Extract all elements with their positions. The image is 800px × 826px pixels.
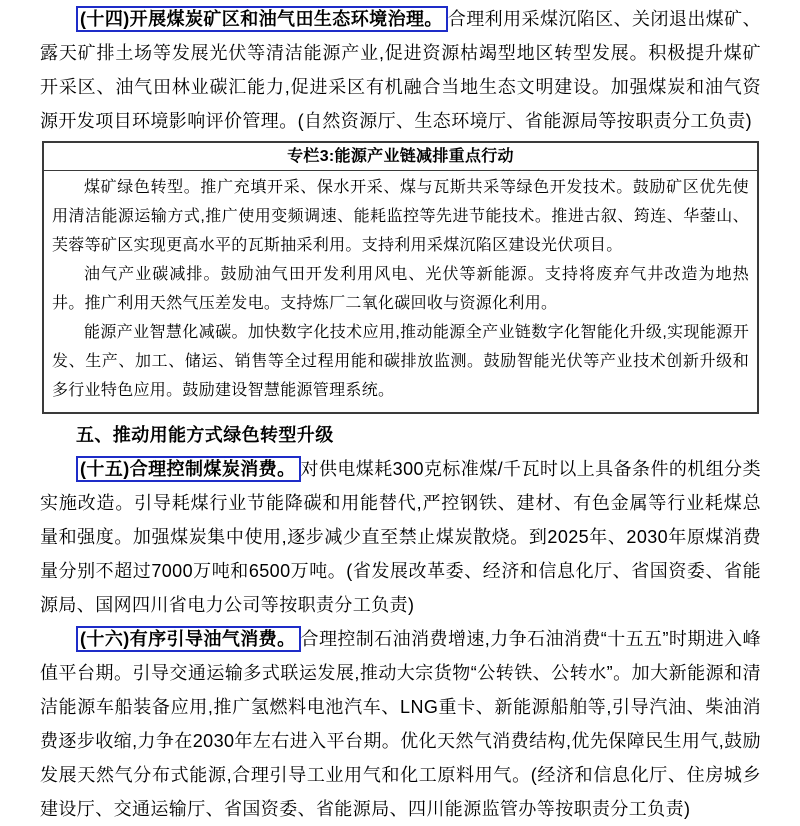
column-box-body [44,171,757,412]
paragraph-15 [40,452,761,622]
section-heading-5: 五、推动用能方式绿色转型升级 [76,425,334,445]
paragraph-16-text: 合理控制石油消费增速,力争石油消费“十五五”时期进入峰值平台期。引导交通运输多式联运发展,推动大宗货物“公转铁、公转水”。加大新能源和清洁能源车船装备应用,推广氢燃料电池汽车、LNG重卡、新能源船舶等,引导汽油、柴油消费逐步收缩,力争在2030年左右进入平台期。优化天然气消费结构,优先保障民生用气,鼓励发展天然气分布式能源,合理引导工业用气和化工原料用气。(经济和信息化厅、住房城乡建设厅、交通运输厅、省国资委、省能源局、四川能源监管办等按职责分工负责) [40,629,761,819]
paragraph-14 [40,2,761,138]
paragraph-15-text: 对供电煤耗300克标准煤/千瓦时以上具备条件的机组分类实施改造。引导耗煤行业节能降碳和用能替代,严控钢铁、建材、有色金属等行业耗煤总量和强度。加强煤炭集中使用,逐步减少直至禁止煤炭散烧。到2025年、2030年原煤消费量分别不超过7000万吨和6500万吨。(省发展改革委、经济和信息化厅、省国资委、省能源局、国网四川省电力公司等按职责分工负责) [40,459,761,615]
paragraph-16 [40,622,761,826]
column-paragraph-oilgas: 油气产业碳减排。鼓励油气田开发利用风电、光伏等新能源。支持将废弃气井改造为地热井。推广利用天然气压差发电。支持炼厂二氧化碳回收与资源化利用。 [52,266,749,312]
paragraph-14-text: 合理利用采煤沉陷区、关闭退出煤矿、露天矿排土场等发展光伏等清洁能源产业,促进资源枯竭型地区转型发展。积极提升煤矿开采区、油气田林业碳汇能力,促进采区有机融合当地生态文明建设。加强煤炭和油气资源开发项目环境影响评价管理。(自然资源厅、生态环境厅、省能源局等按职责分工负责) [40,9,761,131]
boxed-lead-15: (十五)合理控制煤炭消费。 [76,456,301,482]
boxed-lead-16: (十六)有序引导油气消费。 [76,626,301,652]
boxed-lead-14: (十四)开展煤炭矿区和油气田生态环境治理。 [76,6,448,32]
column-box-title: 专栏3:能源产业链减排重点行动 [44,143,757,171]
column-paragraph-coal: 煤矿绿色转型。推广充填开采、保水开采、煤与瓦斯共采等绿色开发技术。鼓励矿区优先使用清洁能源运输方式,推广使用变频调速、能耗监控等先进节能技术。推进古叙、筠连、华蓥山、芙蓉等矿区实现更高水平的瓦斯抽采利用。支持利用采煤沉陷区建设光伏项目。 [52,179,749,254]
column-box-3 [42,141,759,414]
column-paragraph-smart: 能源产业智慧化减碳。加快数字化技术应用,推动能源全产业链数字化智能化升级,实现能源开发、生产、加工、储运、销售等全过程用能和碳排放监测。鼓励智能光伏等产业技术创新升级和多行业特色应用。鼓励建设智慧能源管理系统。 [52,324,749,399]
